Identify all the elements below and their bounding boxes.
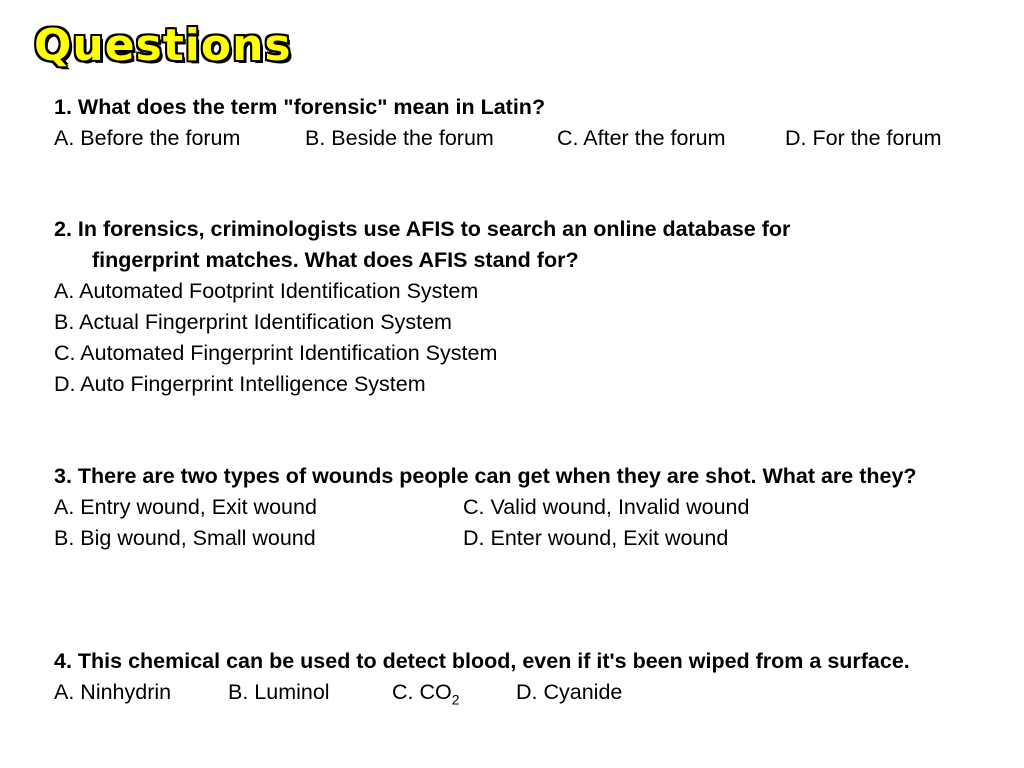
question-4-options — [54, 677, 984, 708]
question-1-option-c: C. After the forum — [557, 126, 726, 150]
question-3 — [54, 461, 984, 554]
question-1-text: 1. What does the term "forensic" mean in Latin? — [54, 95, 546, 119]
question-2-option-c: C. Automated Fingerprint Identification System — [54, 341, 498, 365]
question-2-line-2: fingerprint matches. What does AFIS stand for? — [92, 248, 579, 272]
question-2-option-b: B. Actual Fingerprint Identification System — [54, 310, 452, 334]
question-1 — [54, 92, 984, 154]
question-1-option-d: D. For the forum — [785, 126, 942, 150]
question-1-option-b: B. Beside the forum — [305, 126, 494, 150]
question-2-option-a: A. Automated Footprint Identification System — [54, 279, 479, 303]
question-4 — [54, 646, 984, 708]
question-4-text: 4. This chemical can be used to detect blood, even if it's been wiped from a surface. — [54, 649, 910, 673]
question-3-text: 3. There are two types of wounds people can get when they are shot. What are they? — [54, 464, 917, 488]
question-3-option-b: B. Big wound, Small wound — [54, 526, 316, 550]
question-2 — [54, 214, 984, 400]
question-2-text — [54, 214, 984, 276]
question-1-option-a: A. Before the forum — [54, 126, 241, 150]
question-2-line-1: 2. In forensics, criminologists use AFIS to search an online database for — [54, 217, 791, 241]
question-4-option-d: D. Cyanide — [516, 680, 623, 704]
question-4-option-c-text: C. CO — [392, 680, 452, 704]
question-3-option-c: C. Valid wound, Invalid wound — [463, 495, 750, 519]
question-3-option-a: A. Entry wound, Exit wound — [54, 495, 317, 519]
question-3-options-row-1 — [54, 492, 984, 523]
slide-title: Questions — [34, 20, 292, 71]
question-3-options-row-2 — [54, 523, 984, 554]
question-4-option-c — [392, 677, 516, 708]
question-3-option-d: D. Enter wound, Exit wound — [463, 526, 729, 550]
question-2-option-d: D. Auto Fingerprint Intelligence System — [54, 372, 426, 396]
question-4-option-c-subscript: 2 — [451, 691, 460, 708]
question-1-options — [54, 123, 984, 154]
question-4-option-b: B. Luminol — [228, 680, 330, 704]
question-4-option-a: A. Ninhydrin — [54, 680, 172, 704]
